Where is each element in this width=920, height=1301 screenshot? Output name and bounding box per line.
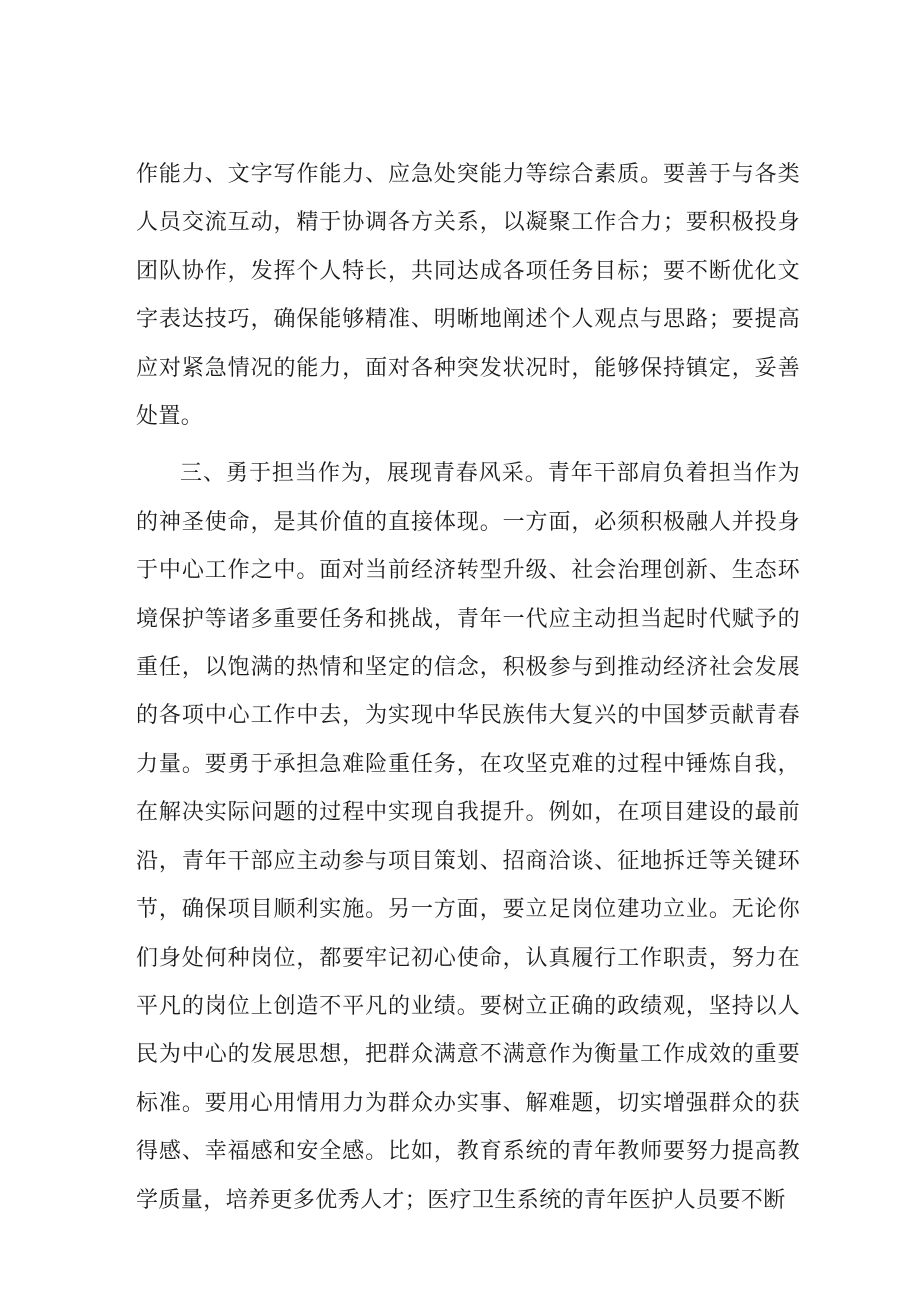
paragraph-section-three: 三、勇于担当作为，展现青春风采。青年干部肩负着担当作为的神圣使命，是其价值的直接体现。一方面，必须积极融人并投身于中心工作之中。面对当前经济转型升级、社会治理创新、生态环境保护等诸多重要任务和挑战，青年一代应主动担当起时代赋予的重任，以饱满的热情和坚定的信念，积极参与到推动经济社会发展的各项中心工作中去，为实现中华民族伟大复兴的中国梦贡献青春力量。要勇于承担急难险重任务，在攻坚克难的过程中锤炼自我，在解决实际问题的过程中实现自我提升。例如，在项目建设的最前沿，青年干部应主动参与项目策划、招商洽谈、征地拆迁等关键环节，确保项目顺利实施。另一方面，要立足岗位建功立业。无论你们身处何种岗位，都要牢记初心使命，认真履行工作职责，努力在平凡的岗位上创造不平凡的业绩。要树立正确的政绩观，坚持以人民为中心的发展思想，把群众满意不满意作为衡量工作成效的重要标准。要用心用情用力为群众办实事、解难题，切实增强群众的获得感、幸福感和安全感。比如，教育系统的青年教师要努力提高教学质量，培养更多优秀人才；医疗卫生系统的青年医护人员要不断	[136, 461, 800, 1213]
document-body	[136, 151, 800, 1225]
paragraph-continued: 作能力、文字写作能力、应急处突能力等综合素质。要善于与各类人员交流互动，精于协调各方关系，以凝聚工作合力；要积极投身团队协作，发挥个人特长，共同达成各项任务目标；要不断优化文字表达技巧，确保能够精准、明晰地阐述个人观点与思路；要提高应对紧急情况的能力，面对各种突发状况时，能够保持镇定，妥善处置。	[136, 162, 800, 430]
